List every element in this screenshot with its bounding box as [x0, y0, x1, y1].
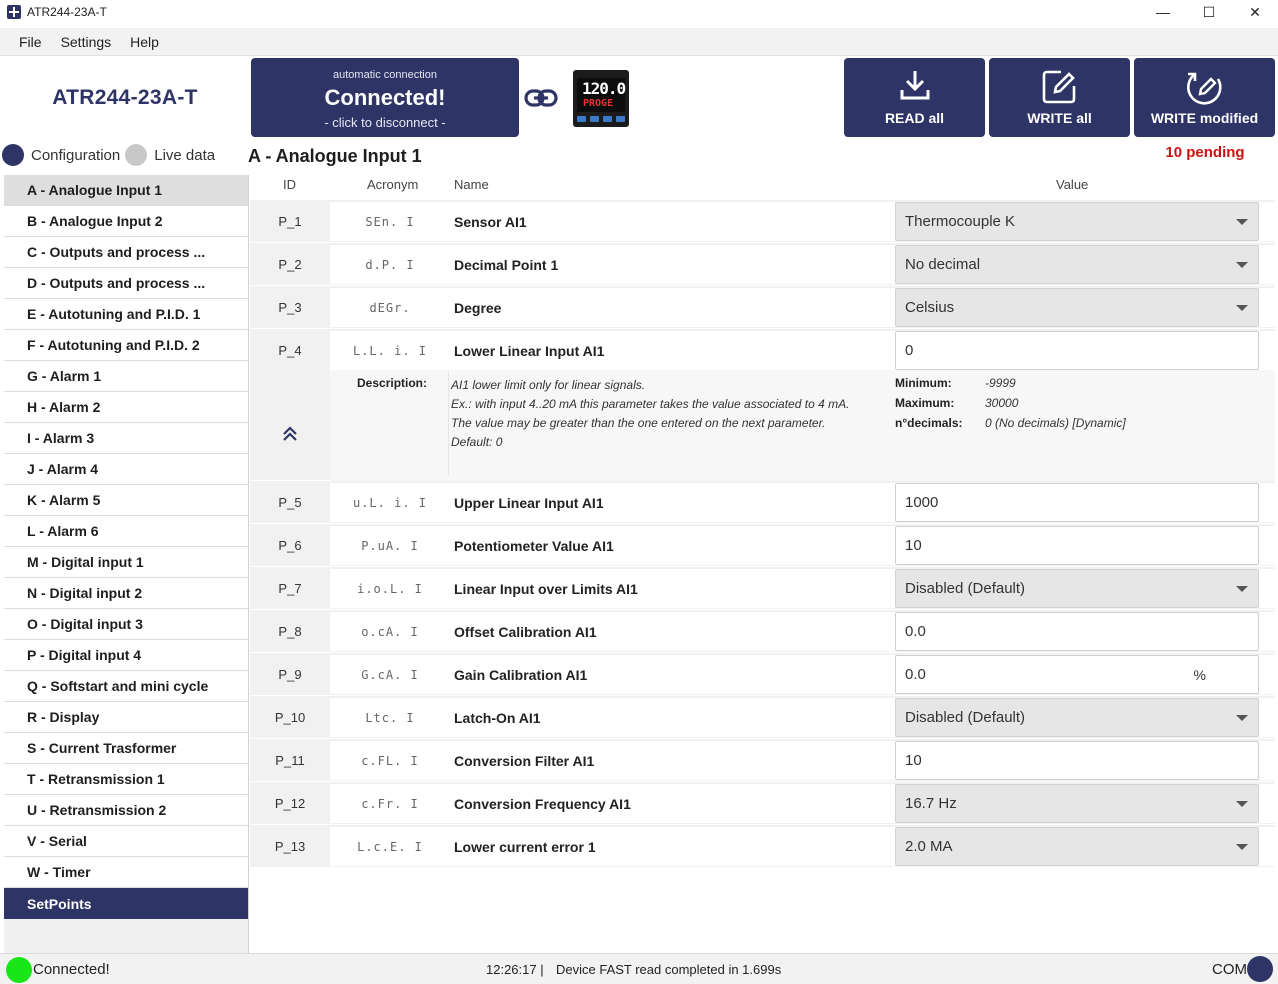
param-acronym: o.cA. I	[361, 624, 419, 639]
column-acronym: Acronym	[367, 177, 419, 192]
param-value: 10	[905, 537, 922, 554]
menu-bar	[0, 28, 1278, 56]
sidebar-item-a[interactable]: A - Analogue Input 1	[4, 175, 248, 206]
sidebar-item-o[interactable]: O - Digital input 3	[4, 609, 248, 640]
param-name: Degree	[454, 299, 502, 316]
param-id: P_1	[278, 213, 302, 229]
param-acronym: i.o.L. I	[357, 581, 423, 596]
close-icon[interactable]: ✕	[1249, 3, 1261, 20]
mode-selector	[2, 144, 220, 166]
param-acronym: L.L. i. I	[352, 343, 428, 358]
table-row[interactable]	[250, 243, 1275, 286]
param-name: Sensor AI1	[454, 213, 527, 230]
chevron-down-icon	[1236, 715, 1248, 721]
table-row[interactable]	[250, 286, 1275, 329]
param-value: 0.0	[905, 666, 926, 683]
param-value-input[interactable]	[895, 741, 1259, 780]
collapse-icon[interactable]	[281, 425, 299, 443]
param-acronym: P.uA. I	[361, 538, 419, 553]
maximize-icon[interactable]: ☐	[1202, 3, 1216, 20]
param-value-select[interactable]	[895, 202, 1259, 241]
device-display-bottom: PROGE	[583, 98, 614, 109]
param-value-select[interactable]	[895, 827, 1259, 866]
write-all-label: WRITE all	[1027, 110, 1092, 126]
param-value: 2.0 MA	[905, 838, 953, 855]
table-row[interactable]	[250, 696, 1275, 739]
maximum-value: 30000	[985, 396, 1019, 410]
param-name: Decimal Point 1	[454, 256, 559, 273]
chevron-down-icon	[1236, 586, 1248, 592]
sidebar-item-l[interactable]: L - Alarm 6	[4, 516, 248, 547]
sidebar-item-v[interactable]: V - Serial	[4, 826, 248, 857]
connection-mode: automatic connection	[333, 69, 437, 81]
description-line: The value may be greater than the one entered on the next parameter.	[451, 416, 826, 430]
chevron-down-icon	[1236, 844, 1248, 850]
status-time: 12:26:17 |	[486, 962, 544, 977]
param-id: P_13	[274, 838, 306, 854]
table-row[interactable]	[250, 739, 1275, 782]
sidebar-item-n[interactable]: N - Digital input 2	[4, 578, 248, 609]
disconnect-button[interactable]	[251, 58, 519, 137]
device-display	[577, 78, 625, 112]
param-acronym: SEn. I	[365, 214, 415, 229]
menu-help[interactable]: Help	[130, 33, 159, 50]
device-display-top: 120.0	[582, 79, 626, 98]
param-name: Conversion Frequency AI1	[454, 795, 631, 812]
param-id: P_6	[278, 537, 302, 553]
param-id: P_8	[278, 623, 302, 639]
param-name: Potentiometer Value AI1	[454, 537, 614, 554]
minimum-label: Minimum:	[895, 376, 952, 390]
param-name: Lower current error 1	[454, 838, 596, 855]
param-value: 1000	[905, 494, 939, 511]
sidebar-item-g[interactable]: G - Alarm 1	[4, 361, 248, 392]
parameter-limits	[895, 376, 1126, 436]
status-port: COM	[1212, 961, 1247, 978]
sidebar-item-f[interactable]: F - Autotuning and P.I.D. 2	[4, 330, 248, 361]
table-row[interactable]	[250, 524, 1275, 567]
configuration-radio[interactable]	[2, 144, 24, 166]
parameter-table	[250, 200, 1275, 868]
param-id: P_3	[278, 299, 302, 315]
param-name: Upper Linear Input AI1	[454, 494, 604, 511]
sidebar-divider	[248, 175, 249, 953]
param-id: P_7	[278, 580, 302, 596]
device-title: ATR244-23A-T	[52, 86, 198, 109]
device-keys	[577, 116, 625, 123]
description-label: Description:	[357, 376, 428, 390]
chevron-down-icon	[1236, 262, 1248, 268]
param-value: Disabled (Default)	[905, 580, 1026, 597]
sidebar-item-m[interactable]: M - Digital input 1	[4, 547, 248, 578]
table-row[interactable]	[250, 567, 1275, 610]
param-id: P_10	[274, 709, 306, 725]
param-acronym: c.Fr. I	[361, 796, 419, 811]
param-value-select[interactable]	[895, 288, 1259, 327]
title-bar	[0, 0, 1278, 24]
link-icon	[524, 86, 558, 110]
chevron-down-icon	[1236, 801, 1248, 807]
sidebar-item-w[interactable]: W - Timer	[4, 857, 248, 888]
table-row[interactable]	[250, 200, 1275, 243]
status-bar	[0, 953, 1278, 984]
sidebar-item-d[interactable]: D - Outputs and process ...	[4, 268, 248, 299]
param-id: P_5	[278, 494, 302, 510]
description-divider	[448, 371, 449, 476]
param-value: No decimal	[905, 256, 981, 273]
param-value: Celsius	[905, 299, 955, 316]
configuration-label[interactable]: Configuration	[31, 146, 121, 164]
param-value-select[interactable]	[895, 245, 1259, 284]
param-acronym: L.c.E. I	[357, 839, 423, 854]
sidebar-item-h[interactable]: H - Alarm 2	[4, 392, 248, 423]
param-name: Latch-On AI1	[454, 709, 541, 726]
param-value-input[interactable]	[895, 483, 1259, 522]
param-value-select[interactable]	[895, 784, 1259, 823]
param-value: 10	[905, 752, 922, 769]
param-name: Conversion Filter AI1	[454, 752, 595, 769]
param-value: 16.7 Hz	[905, 795, 957, 812]
param-acronym: G.cA. I	[361, 667, 419, 682]
table-header	[250, 176, 1275, 196]
sidebar-item-r[interactable]: R - Display	[4, 702, 248, 733]
sidebar	[4, 175, 248, 953]
app-icon	[7, 5, 21, 19]
param-acronym: d.P. I	[365, 257, 415, 272]
sidebar-item-e[interactable]: E - Autotuning and P.I.D. 1	[4, 299, 248, 330]
table-row[interactable]	[250, 610, 1275, 653]
download-icon	[898, 68, 932, 104]
column-name: Name	[454, 177, 489, 192]
param-acronym: c.FL. I	[361, 753, 419, 768]
param-acronym: dEGr.	[369, 300, 411, 315]
status-message: Device FAST read completed in 1.699s	[556, 962, 782, 977]
param-id: P_4	[278, 342, 302, 358]
chevron-down-icon	[1236, 219, 1248, 225]
read-all-label: READ all	[884, 110, 945, 126]
column-value: Value	[1056, 177, 1089, 192]
table-row[interactable]	[250, 653, 1275, 696]
connection-indicator-icon	[6, 957, 32, 983]
sidebar-item-q[interactable]: Q - Softstart and mini cycle	[4, 671, 248, 702]
sidebar-item-i[interactable]: I - Alarm 3	[4, 423, 248, 454]
description-text	[451, 376, 881, 452]
param-id: P_11	[275, 752, 305, 768]
description-line: Default: 0	[451, 435, 503, 449]
description-line: AI1 lower limit only for linear signals.	[451, 378, 646, 392]
sidebar-item-p[interactable]: P - Digital input 4	[4, 640, 248, 671]
minimum-value: -9999	[985, 376, 1016, 390]
param-acronym: Ltc. I	[365, 710, 415, 725]
page-title: A - Analogue Input 1	[248, 146, 422, 166]
param-id: P_12	[274, 795, 306, 811]
param-value: 0.0	[905, 623, 926, 640]
live-data-label[interactable]: Live data	[154, 146, 216, 164]
edit-modified-icon	[1185, 68, 1225, 106]
param-value-input[interactable]	[895, 655, 1259, 694]
sidebar-item-s[interactable]: S - Current Trasformer	[4, 733, 248, 764]
table-row[interactable]	[250, 825, 1275, 868]
maximum-label: Maximum:	[895, 396, 955, 410]
connection-hint: - click to disconnect -	[324, 115, 446, 130]
menu-file[interactable]: File	[19, 33, 42, 50]
read-all-button[interactable]	[844, 58, 985, 137]
status-connection: Connected!	[33, 961, 110, 978]
sidebar-item-j[interactable]: J - Alarm 4	[4, 454, 248, 485]
sidebar-item-c[interactable]: C - Outputs and process ...	[4, 237, 248, 268]
decimals-value: 0 (No decimals) [Dynamic]	[985, 416, 1126, 430]
menu-settings[interactable]: Settings	[60, 33, 112, 50]
param-value: Disabled (Default)	[905, 709, 1026, 726]
param-value-input[interactable]	[895, 526, 1259, 565]
table-row[interactable]	[250, 782, 1275, 825]
param-unit: %	[1193, 667, 1206, 683]
param-id: P_9	[278, 666, 302, 682]
description-line: Ex.: with input 4..20 mA this parameter takes the value associated to 4 mA.	[451, 397, 850, 411]
port-indicator-icon	[1247, 956, 1273, 982]
param-name: Gain Calibration AI1	[454, 666, 588, 683]
chevron-down-icon	[1236, 305, 1248, 311]
minimize-icon[interactable]: —	[1156, 4, 1170, 20]
write-modified-button[interactable]	[1134, 58, 1275, 137]
table-row-expanded[interactable]	[250, 329, 1275, 481]
param-value: 0	[905, 342, 914, 359]
sidebar-item-k[interactable]: K - Alarm 5	[4, 485, 248, 516]
param-acronym: u.L. i. I	[352, 495, 428, 510]
table-row[interactable]	[250, 481, 1275, 524]
live-data-radio[interactable]	[125, 144, 147, 166]
param-value: Thermocouple K	[905, 213, 1016, 230]
param-value-select[interactable]	[895, 698, 1259, 737]
param-value-input[interactable]	[895, 612, 1259, 651]
write-modified-label: WRITE modified	[1150, 110, 1259, 126]
pending-count: 10 pending	[1165, 144, 1245, 161]
sidebar-item-b[interactable]: B - Analogue Input 2	[4, 206, 248, 237]
connection-status: Connected!	[324, 85, 446, 110]
param-name: Offset Calibration AI1	[454, 623, 597, 640]
column-id: ID	[283, 177, 296, 192]
edit-icon	[1041, 68, 1079, 106]
decimals-label: n°decimals:	[895, 416, 963, 430]
write-all-button[interactable]	[989, 58, 1130, 137]
param-value-select[interactable]	[895, 569, 1259, 608]
param-id: P_2	[278, 256, 302, 272]
device-image	[573, 70, 629, 127]
param-name: Linear Input over Limits AI1	[454, 580, 638, 597]
param-name: Lower Linear Input AI1	[454, 342, 605, 359]
window-title: ATR244-23A-T	[27, 5, 107, 19]
window-controls	[1140, 0, 1278, 24]
param-value-input[interactable]	[895, 331, 1259, 370]
sidebar-item-u[interactable]: U - Retransmission 2	[4, 795, 248, 826]
sidebar-item-setpoints[interactable]: SetPoints	[4, 888, 248, 919]
sidebar-item-t[interactable]: T - Retransmission 1	[4, 764, 248, 795]
